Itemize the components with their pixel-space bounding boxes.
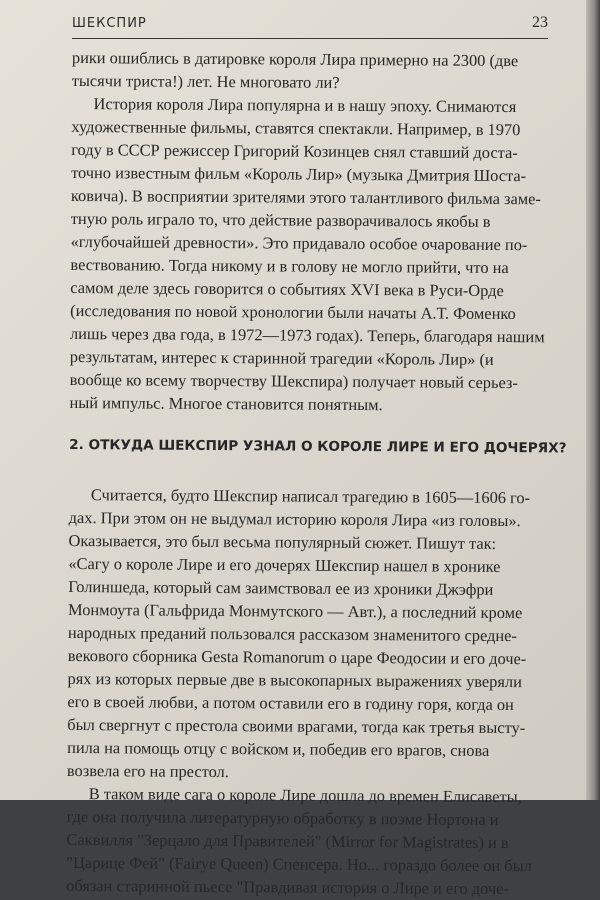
text-line: векового сборника Gesta Romanorum о царе Феодосии и его доче- <box>67 645 527 669</box>
page-body <box>66 46 567 900</box>
paragraph <box>66 782 549 900</box>
text-line: пила на помощь отцу с войском и, победив его врагов, снова <box>67 737 490 760</box>
text-line: был свергнут с престола своими врагами, тогда как третья высту- <box>67 714 526 738</box>
text-line: тысячи триста!) лет. Не многовато ли? <box>71 70 340 92</box>
text-line: году в СССР режиссер Григорий Козинцев снял ставший доста- <box>71 139 518 163</box>
text-line: художественные фильмы, ставятся спектакли. Например, в 1970 <box>71 116 521 140</box>
page-header <box>72 14 548 36</box>
text-line: Саквилля "Зерцало для Правителей" (Mirror for Magistrates) и в <box>66 829 509 853</box>
text-line: «глубочайшей древности». Это придавало особое очарование по- <box>70 231 528 255</box>
text-line: дах. При этом он не выдумал историю короля Лира «из головы». <box>68 507 521 531</box>
text-line: ный импульс. Многое становится понятным. <box>69 392 383 415</box>
text-line: возвела его на престол. <box>66 760 229 782</box>
section-heading: 2. ОТКУДА ШЕКСПИР УЗНАЛ О КОРОЛЕ ЛИРЕ И ЕГО ДОЧЕРЯХ? <box>69 436 567 457</box>
text-line: где она получила литературную обработку в поэме Нортона и <box>66 806 499 829</box>
text-line: его в своей любви, а потом оставили его в годину горя, когда он <box>67 691 514 715</box>
text-line: История короля Лира популярна и в нашу эпоху. Снимаются <box>93 94 517 117</box>
text-line: ковича). В восприятии зрителями этого талантливого фильма заме- <box>70 185 541 209</box>
text-line: (исследования по новой хронологии были начаты А.Т. Фоменко <box>70 300 516 324</box>
text-line: вообще ко всему творчеству Шекспира) получает новый серьез- <box>69 369 518 393</box>
text-line: результатам, интерес к старинной трагедии «Король Лир» (и <box>69 346 494 369</box>
text-line: рики ошиблись в датировке короля Лира примерно на 2300 (две <box>71 47 519 71</box>
text-line: рях из которых первые две в высокопарных выражениях уверяли <box>67 668 522 692</box>
header-rule <box>72 38 548 39</box>
paragraph <box>67 483 551 785</box>
text-line: Оказывается, это был весьма популярный сюжет. Пишут так: <box>68 530 497 553</box>
text-line: "Царице Фей" (Fairye Queen) Спенсера. Но... гораздо более он был <box>66 852 532 876</box>
text-line: тную роль играло то, что действие разворачивалось якобы в <box>70 208 491 231</box>
text-line: лишь через два года, в 1972—1973 годах). Теперь, благодаря нашим <box>69 323 545 347</box>
page-number: 23 <box>532 14 548 31</box>
text-line: обязан старинной пьесе "Правдивая история о Лире и его доче- <box>66 875 510 899</box>
text-line: самом деле здесь говорится о событиях XVI века в Руси-Орде <box>70 277 504 301</box>
text-line: Монмоута (Гальфрида Монмутского — Авт.), а последний кроме <box>67 599 523 623</box>
page-edge <box>586 0 600 800</box>
text-line: народных преданий пользовался рассказом знаменитого средне- <box>67 622 517 646</box>
text-line: «Сагу о короле Лире и его дочерях Шекспир нашел в хронике <box>68 553 501 577</box>
text-line: точно известным фильм «Король Лир» (музыка Дмитрия Шоста- <box>71 162 527 186</box>
text-line: Считается, будто Шекспир написал трагедию в 1605—1606 го- <box>90 485 531 508</box>
paragraph <box>72 46 554 95</box>
text-line: вествованию. Тогда никому и в голову не могло прийти, что на <box>70 254 509 278</box>
text-line: Голиншеда, который сам заимствовал ее из хроники Джэфри <box>68 576 494 599</box>
paragraph <box>69 92 553 417</box>
text-line: В таком виде сага о короле Лире дошла до времен Елисаветы, <box>88 784 522 807</box>
running-head: ШЕКСПИР <box>72 16 147 31</box>
